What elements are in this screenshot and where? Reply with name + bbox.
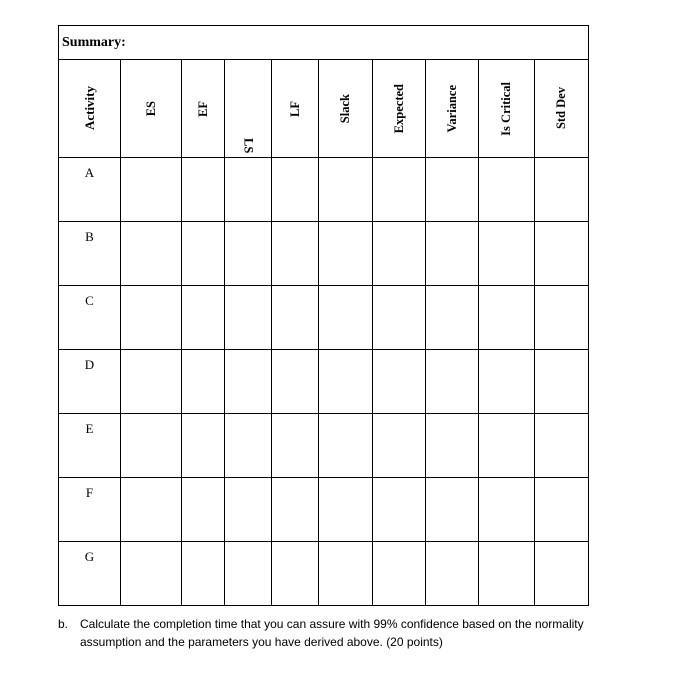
cell-expected[interactable] <box>373 414 426 478</box>
cell-ef[interactable] <box>182 542 225 606</box>
cell-ls[interactable] <box>225 350 272 414</box>
table-row <box>59 222 589 286</box>
cell-ls[interactable] <box>225 478 272 542</box>
cell-is-critical[interactable] <box>479 350 535 414</box>
cell-ls[interactable] <box>225 414 272 478</box>
cell-variance[interactable] <box>426 414 479 478</box>
summary-table <box>58 25 589 606</box>
cell-std-dev[interactable] <box>535 350 589 414</box>
header-activity: Activity <box>59 60 121 158</box>
activity-label: E <box>59 414 121 478</box>
cell-std-dev[interactable] <box>535 158 589 222</box>
header-ls: LS <box>225 60 272 158</box>
activity-label: G <box>59 542 121 606</box>
table-row <box>59 414 589 478</box>
header-std-dev: Std Dev <box>535 60 589 158</box>
question-label: b. <box>58 617 69 631</box>
cell-ef[interactable] <box>182 350 225 414</box>
cell-lf[interactable] <box>272 478 319 542</box>
table-row <box>59 542 589 606</box>
summary-sheet <box>58 25 588 564</box>
cell-variance[interactable] <box>426 286 479 350</box>
cell-expected[interactable] <box>373 350 426 414</box>
cell-lf[interactable] <box>272 286 319 350</box>
cell-expected[interactable] <box>373 158 426 222</box>
cell-ef[interactable] <box>182 414 225 478</box>
cell-is-critical[interactable] <box>479 478 535 542</box>
cell-lf[interactable] <box>272 414 319 478</box>
cell-std-dev[interactable] <box>535 542 589 606</box>
header-slack: Slack <box>319 60 373 158</box>
cell-es[interactable] <box>121 222 182 286</box>
cell-is-critical[interactable] <box>479 414 535 478</box>
question-b <box>58 615 628 651</box>
cell-es[interactable] <box>121 350 182 414</box>
cell-variance[interactable] <box>426 542 479 606</box>
cell-es[interactable] <box>121 286 182 350</box>
cell-ef[interactable] <box>182 478 225 542</box>
cell-slack[interactable] <box>319 158 373 222</box>
cell-slack[interactable] <box>319 286 373 350</box>
header-lf: LF <box>272 60 319 158</box>
cell-expected[interactable] <box>373 542 426 606</box>
cell-lf[interactable] <box>272 222 319 286</box>
cell-es[interactable] <box>121 478 182 542</box>
table-title: Summary: <box>59 26 589 60</box>
cell-lf[interactable] <box>272 542 319 606</box>
cell-is-critical[interactable] <box>479 542 535 606</box>
cell-ef[interactable] <box>182 286 225 350</box>
cell-ef[interactable] <box>182 158 225 222</box>
cell-lf[interactable] <box>272 350 319 414</box>
cell-ls[interactable] <box>225 158 272 222</box>
cell-es[interactable] <box>121 542 182 606</box>
cell-lf[interactable] <box>272 158 319 222</box>
cell-std-dev[interactable] <box>535 478 589 542</box>
cell-variance[interactable] <box>426 478 479 542</box>
cell-expected[interactable] <box>373 478 426 542</box>
activity-label: D <box>59 350 121 414</box>
cell-slack[interactable] <box>319 222 373 286</box>
activity-label: B <box>59 222 121 286</box>
cell-variance[interactable] <box>426 350 479 414</box>
cell-variance[interactable] <box>426 222 479 286</box>
header-es: ES <box>121 60 182 158</box>
header-ef: EF <box>182 60 225 158</box>
cell-std-dev[interactable] <box>535 222 589 286</box>
table-row <box>59 286 589 350</box>
cell-variance[interactable] <box>426 158 479 222</box>
table-row <box>59 350 589 414</box>
cell-std-dev[interactable] <box>535 414 589 478</box>
cell-is-critical[interactable] <box>479 222 535 286</box>
activity-label: C <box>59 286 121 350</box>
cell-expected[interactable] <box>373 222 426 286</box>
cell-slack[interactable] <box>319 478 373 542</box>
cell-slack[interactable] <box>319 542 373 606</box>
table-row <box>59 478 589 542</box>
cell-es[interactable] <box>121 414 182 478</box>
cell-ls[interactable] <box>225 286 272 350</box>
header-is-critical: Is Critical <box>479 60 535 158</box>
cell-std-dev[interactable] <box>535 286 589 350</box>
question-text: Calculate the completion time that you can assure with 99% confidence based on the normality assumption and the parameters you have derived above. (20 points) <box>80 617 584 649</box>
header-expected: Expected <box>373 60 426 158</box>
header-variance: Variance <box>426 60 479 158</box>
header-row <box>59 60 589 158</box>
cell-is-critical[interactable] <box>479 158 535 222</box>
table-row <box>59 158 589 222</box>
activity-label: A <box>59 158 121 222</box>
cell-ef[interactable] <box>182 222 225 286</box>
cell-expected[interactable] <box>373 286 426 350</box>
cell-is-critical[interactable] <box>479 286 535 350</box>
cell-slack[interactable] <box>319 350 373 414</box>
cell-ls[interactable] <box>225 542 272 606</box>
activity-label: F <box>59 478 121 542</box>
cell-ls[interactable] <box>225 222 272 286</box>
cell-es[interactable] <box>121 158 182 222</box>
cell-slack[interactable] <box>319 414 373 478</box>
